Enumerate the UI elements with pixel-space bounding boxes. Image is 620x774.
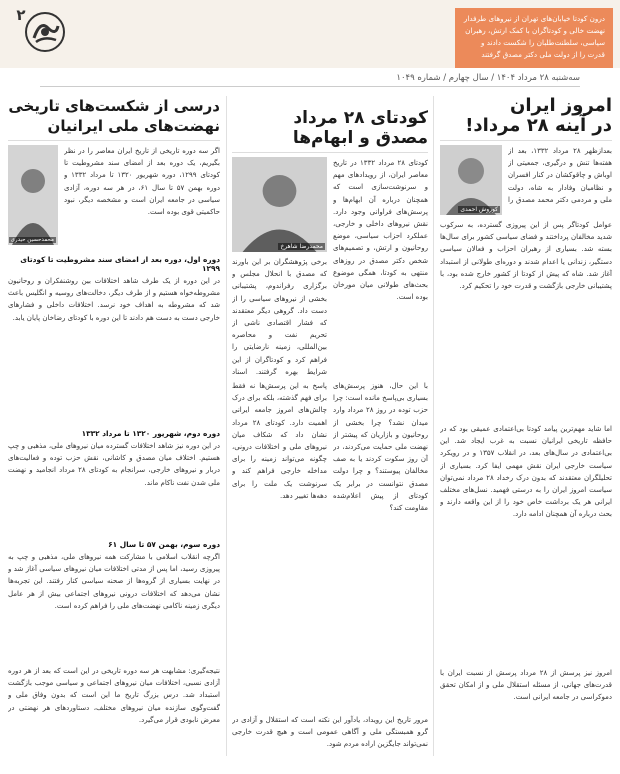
left-subheading-1: دوره اول، دوره بعد از امضای سند مشروطیت تا کودتای ۱۲۹۹ (20, 255, 220, 273)
intro-box: درون کودتا خیابان‌های تهران از نیروهای طرفدار نهضت خالی و کودتاگران با کمک ارتش، رهبران سیاسی، سلطنت‌طلبان را شکست دادند و قدرت را از دولت ملی دکتر مصدق گرفتند (455, 8, 613, 68)
middle-author-photo (232, 157, 327, 252)
person-photo-icon (8, 145, 58, 245)
middle-paragraph-5: مرور تاریخ این رویداد، یادآور این نکته است که استقلال و آزادی در گرو همبستگی ملی و آگاهی عمومی است و هیچ قدرت خارجی نمی‌تواند جایگزین اراده مردم شود. (232, 716, 428, 749)
newspaper-logo (22, 8, 68, 64)
right-headline-rule (440, 140, 612, 141)
right-article (440, 96, 612, 767)
right-paragraph-4: امروز نیز پرسش از ۲۸ مرداد پرسش از نسبت ایران با قدرت‌های جهانی، از مسئله استقلال ملی و از امکان تحقق دموکراسی در جامعه ایرانی است. (440, 669, 612, 702)
column-separator (433, 96, 434, 756)
middle-headline-2: مصدق و ابهام‌ها (292, 128, 428, 148)
author-photo (440, 145, 502, 215)
left-subheading-3: دوره سوم، بهمن ۵۷ تا سال ۶۱ (108, 540, 220, 549)
logo-mark-icon (22, 8, 68, 64)
right-paragraph-3: اما شاید مهم‌ترین پیامد کودتا بی‌اعتمادی عمیقی بود که در حافظه تاریخی ایرانیان نسبت به غرب ایجاد شد. این بی‌اعتمادی در سال‌های بعد، در انقلاب ۱۳۵۷ و در رویکرد سیاست خارجی ایران نقش مهمی ایفا کرد. بسیاری از تحلیلگران معتقدند که بدون درک رخداد ۲۸ مرداد نمی‌توان سیاست امروز ایران را به درستی فهمید. نسل‌های مختلف ایرانی هر یک برداشت خاص خود را از این واقعه دارند و بحث درباره آن همچنان ادامه دارد. (440, 425, 612, 519)
left-paragraph-5: نتیجه‌گیری: مشابهت هر سه دوره تاریخی در این است که بعد از هر دوره آزادی نسبی، اختلافات میان نیروهای اجتماعی و سیاسی موجب بازگشت استبداد شد. درس بزرگ تاریخ ما این است که بدون وفاق ملی و گفت‌وگوی سازنده میان نیروهای مختلف، دستاوردهای هر نهضتی در معرض نابودی قرار می‌گیرد. (8, 667, 220, 724)
left-headline-rule (8, 140, 220, 141)
middle-byline: محمدرضا شاهرخ (280, 243, 323, 250)
left-byline: محمدحسین حیدری (10, 237, 54, 243)
left-paragraph-3: در این دوره نیز شاهد اختلافات گسترده میان نیروهای ملی، مذهبی و چپ هستیم. اختلاف میان مصدق و کاشانی، نقش حزب توده و فعالیت‌های دربار و نیروهای خارجی، سرانجام به کودتای ۲۸ مرداد انجامید و نهضت ملی شدن نفت ناکام ماند. (8, 442, 220, 487)
left-paragraph-1: اگر سه دوره تاریخی از تاریخ ایران معاصر را در نظر بگیریم، یک دوره بعد از امضای سند مشروطیت تا کودتای ۱۲۹۹، دوره شهریور ۱۳۲۰ تا مرداد ۱۳۳۲ و دوره بهمن ۵۷ تا سال ۶۱، در هر سه دوره، آزادی سیاسی در جامعه ایران است و مشخصه دیگر، نبود حاکمیتی قوی بوده است. (64, 147, 220, 217)
middle-headline-1: کودتای ۲۸ مرداد (293, 108, 428, 128)
right-headline-1: امروز ایران (510, 95, 612, 116)
right-paragraph-2: عوامل کودتاگر پس از این پیروزی گسترده، به سرکوب شدید مخالفان پرداختند و فضای سیاسی کشور برای سال‌ها بسته شد. بسیاری از رهبران احزاب و فعالان سیاسی دستگیر، زندانی یا اعدام شدند و دوره‌ای طولانی از استبداد آغاز شد. شاه که پیش از کودتا از کشور خارج شده بود، با پشتیبانی خارجی بازگشت و قدرت خود را تحکیم کرد. (440, 221, 612, 291)
middle-paragraph-3: با این حال، هنوز پرسش‌های بسیاری بی‌پاسخ مانده است: چرا حزب توده در روز ۲۸ مرداد وارد میدان نشد؟ چرا بخشی از روحانیون و بازاریان که پیشتر از نهضت ملی حمایت می‌کردند، در آن روز سکوت کردند یا به صف مخالفان پیوستند؟ و چرا دولت مصدق نتوانست در برابر یک کودتای از پیش اعلام‌شده مقاومت کند؟ (333, 382, 428, 513)
dateline: سه‌شنبه ۲۸ مرداد ۱۴۰۴ / سال چهارم / شماره ۱۰۴۹ (40, 73, 580, 87)
middle-headline-rule (232, 152, 428, 153)
left-article (8, 96, 220, 737)
right-headline-2: در آینه ۲۸ مرداد! (465, 115, 612, 136)
right-byline: کوروش احمدی (460, 206, 498, 213)
middle-paragraph-4: پاسخ به این پرسش‌ها نه فقط برای فهم گذشته، بلکه برای درک چالش‌های امروز جامعه ایرانی اهمیت دارد. کودتای ۲۸ مرداد نشان داد که شکاف میان نیروهای ملی و اختلافات درونی، چگونه می‌تواند زمینه را برای مداخله خارجی فراهم کند و سرنوشت یک ملت را برای دهه‌ها تغییر دهد. (232, 382, 327, 500)
column-separator (226, 96, 227, 756)
left-headline-2: نهضت‌های ملی ایرانیان (47, 117, 220, 135)
right-paragraph-1: بعدازظهر ۲۸ مرداد ۱۳۳۲، بعد از هفته‌ها تنش و درگیری، جمعیتی از اوباش و چاقوکشان در کنار افسران و نظامیان وفادار به شاه، دولت ملی و مردمی دکتر محمد مصدق را (508, 147, 612, 204)
left-headline-1: درسی از شکست‌های تاریخی (8, 97, 220, 115)
middle-paragraph-1: کودتای ۲۸ مرداد ۱۳۳۲ در تاریخ معاصر ایران، از رویدادهای مهم و سرنوشت‌سازی است که همچنان درباره آن ابهام‌ها و پرسش‌های فراوانی وجود دارد. نقش نیروهای داخلی و خارجی، عملکرد احزاب سیاسی، موضع روحانیون و ارتش، و تصمیم‌های شخص دکتر مصدق در روزهای منتهی به کودتا، همگی موضوع بحث‌های طولانی میان مورخان بوده است. (333, 159, 428, 302)
left-paragraph-2: در این دوره از یک طرف شاهد اختلافات بین روشنفکران و روحانیون مشروطه‌خواه هستیم و از طرف دیگر، دخالت‌های روسیه و انگلیس باعث شد که مشروطه به اهداف خود نرسد. اختلافات داخلی و فشارهای خارجی دست به دست هم دادند تا این دوره با کودتای رضاخان پایان یابد. (8, 277, 220, 322)
page-number: ۲ (16, 6, 26, 24)
middle-article (232, 108, 428, 774)
left-author-photo (8, 145, 58, 245)
left-paragraph-4: اگرچه انقلاب اسلامی با مشارکت همه نیروهای ملی، مذهبی و چپ به پیروزی رسید، اما پس از مدتی اختلافات میان نیروهای سیاسی آغاز شد و در نهایت بسیاری از گروه‌ها از صحنه سیاسی کنار رفتند. این تجربه‌ها نشان می‌دهد که اختلافات درونی نیروهای اجتماعی بیش از هر عامل دیگری زمینه ناکامی نهضت‌های ملی را فراهم کرده است. (8, 553, 220, 610)
person-photo-icon (440, 145, 502, 215)
left-subheading-2: دوره دوم، شهریور ۱۳۲۰ تا مرداد ۱۳۳۲ (81, 429, 220, 438)
person-photo-icon (232, 157, 327, 252)
middle-paragraph-2: برخی پژوهشگران بر این باورند که مصدق با انحلال مجلس و برگزاری رفراندوم، پشتیبانی بخشی از نیروهای سیاسی را از دست داد. گروهی دیگر معتقدند که فشار اقتصادی ناشی از تحریم نفت و محاصره بین‌المللی، زمینه نارضایتی را فراهم کرد و کودتاگران از این شرایط بهره گرفتند. اسناد (232, 258, 327, 376)
